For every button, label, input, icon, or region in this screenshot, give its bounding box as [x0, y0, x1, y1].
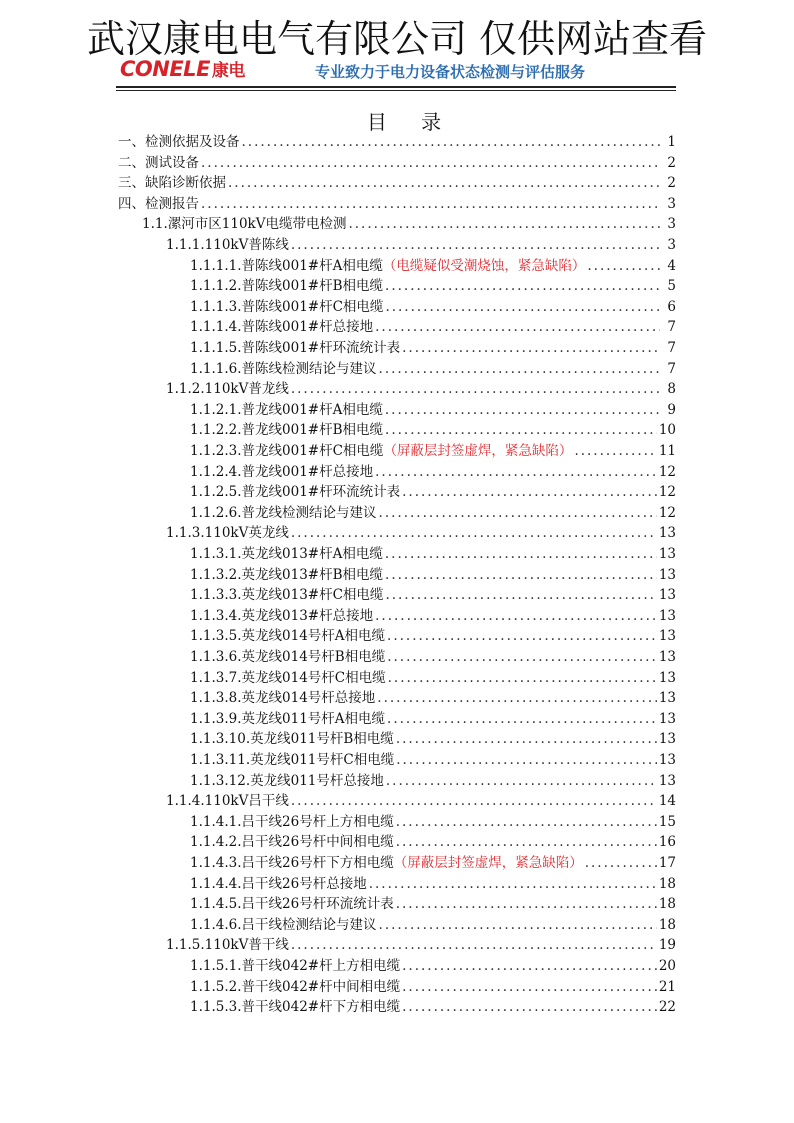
toc-entry-label: 1.1.1.4.普陈线001#杆总接地 — [190, 319, 374, 336]
toc-entry[interactable] — [190, 668, 676, 688]
toc-entry[interactable] — [190, 729, 676, 749]
toc-entry[interactable] — [190, 462, 676, 482]
toc-entry-label: 1.1.1.2.普陈线001#杆B相电缆 — [190, 278, 384, 295]
toc-leader-dots — [377, 688, 657, 708]
toc-entry-label: 1.1.漯河市区110kV电缆带电检测 — [142, 216, 347, 233]
toc-entry[interactable] — [190, 626, 676, 646]
toc-entry-page: 13 — [658, 607, 676, 624]
toc-leader-dots — [396, 812, 657, 832]
toc-leader-dots — [387, 626, 657, 646]
toc-entry-label: 1.1.2.1.普龙线001#杆A相电缆 — [190, 401, 383, 418]
toc-leader-dots — [375, 317, 660, 337]
toc-leader-dots — [385, 400, 660, 420]
toc-entry-label: 1.1.2.5.普龙线001#杆环流统计表 — [190, 484, 401, 501]
toc-entry-label: 1.1.2.3.普龙线001#杆C相电缆 — [190, 443, 384, 459]
toc-leader-dots — [396, 894, 657, 914]
toc-title: 目 录 — [366, 110, 456, 134]
toc-entry-page: 16 — [658, 834, 676, 851]
watermark-banner: 武汉康电电气有限公司 仅供网站查看 — [86, 17, 708, 61]
toc-entry-page: 11 — [658, 443, 676, 459]
toc-leader-dots — [386, 771, 657, 791]
company-slogan: 专业致力于电力设备状态检测与评估服务 — [315, 63, 586, 81]
toc-leader-dots — [396, 750, 657, 770]
toc-entry[interactable] — [166, 379, 676, 399]
toc-leader-dots — [291, 235, 660, 255]
toc-entry[interactable] — [190, 997, 676, 1017]
toc-entry[interactable] — [190, 297, 676, 317]
toc-entry[interactable] — [190, 709, 676, 729]
toc-entry[interactable] — [190, 317, 676, 337]
toc-entry-page: 13 — [658, 587, 676, 604]
toc-entry-label: 1.1.4.1.吕干线26号杆上方相电缆 — [190, 813, 394, 830]
toc-entry-page: 10 — [658, 422, 676, 439]
toc-entry-page: 13 — [658, 690, 676, 707]
toc-leader-dots — [385, 276, 660, 296]
toc-entry[interactable] — [190, 956, 676, 976]
toc-entry-label: 1.1.3.7.英龙线014号杆C相电缆 — [190, 669, 386, 686]
toc-entry[interactable] — [190, 750, 676, 770]
toc-leader-dots — [375, 606, 657, 626]
toc-entry-label: 1.1.3.3.英龙线013#杆C相电缆 — [190, 587, 384, 604]
toc-entry-page: 13 — [658, 752, 676, 768]
toc-entry-page: 2 — [667, 175, 676, 192]
toc-entry[interactable] — [190, 874, 676, 894]
logo-text: CONELE — [120, 57, 210, 81]
toc-entry-label: 1.1.1.5.普陈线001#杆环流统计表 — [190, 340, 401, 356]
toc-entry-label: 1.1.3.9.英龙线011号杆A相电缆 — [190, 710, 386, 727]
toc-leader-dots — [228, 173, 660, 193]
toc-entry-label: 1.1.3.5.英龙线014号杆A相电缆 — [190, 628, 386, 645]
toc-leader-dots — [587, 256, 660, 276]
toc-entry[interactable] — [190, 977, 676, 997]
header-rule-thick — [116, 86, 676, 88]
toc-leader-dots — [379, 503, 657, 523]
toc-entry-page: 13 — [658, 628, 676, 645]
toc-leader-dots — [385, 585, 656, 605]
toc-entry-label: 一、检测依据及设备 — [118, 134, 240, 150]
toc-entry[interactable] — [190, 647, 676, 667]
toc-entry-page: 19 — [658, 937, 676, 954]
toc-entry-page: 13 — [658, 710, 676, 727]
toc-entry-page: 18 — [658, 916, 676, 933]
toc-leader-dots — [385, 565, 657, 585]
toc-leader-dots — [402, 997, 657, 1017]
toc-entry-defect-note: （屏蔽层封签虚焊，紧急缺陷） — [383, 443, 573, 459]
toc-entry-page: 12 — [658, 504, 676, 521]
toc-entry-defect-note: （屏蔽层封签虚焊，紧急缺陷） — [393, 855, 583, 871]
toc-leader-dots — [396, 729, 657, 749]
toc-entry-page: 1 — [667, 134, 676, 150]
toc-entry-label: 四、检测报告 — [118, 195, 199, 212]
toc-entry-label: 1.1.1.3.普陈线001#杆C相电缆 — [190, 298, 384, 315]
toc-entry[interactable] — [190, 359, 676, 379]
toc-entry-page: 18 — [658, 875, 676, 892]
toc-entry-page: 13 — [658, 669, 676, 686]
toc-entry[interactable] — [190, 915, 676, 935]
toc-entry[interactable] — [190, 688, 676, 708]
toc-entry-page: 13 — [658, 525, 676, 542]
toc-entry-page: 2 — [667, 154, 676, 171]
toc-entry-label: 1.1.3.10.英龙线011号杆B相电缆 — [190, 731, 394, 748]
toc-entry-label: 1.1.2.6.普龙线检测结论与建议 — [190, 504, 377, 521]
toc-entry-defect-note: （电缆疑似受潮烧蚀，紧急缺陷） — [382, 257, 586, 274]
toc-entry[interactable] — [190, 565, 676, 585]
toc-entry[interactable] — [190, 894, 676, 914]
toc-entry-label: 1.1.5.1.普干线042#杆上方相电缆 — [190, 958, 401, 974]
toc-entry-label: 1.1.3.110kV英龙线 — [166, 525, 289, 542]
toc-entry[interactable] — [142, 214, 676, 234]
company-logo — [120, 56, 245, 81]
toc-entry-label: 1.1.4.5.吕干线26号杆环流统计表 — [190, 896, 394, 913]
toc-leader-dots — [379, 915, 657, 935]
toc-leader-dots — [402, 956, 657, 976]
toc-entry-page: 3 — [667, 195, 676, 212]
toc-leader-dots — [242, 132, 661, 152]
toc-leader-dots — [388, 668, 657, 688]
toc-entry-label: 1.1.3.8.英龙线014号杆总接地 — [190, 690, 376, 707]
toc-entry-label: 1.1.3.1.英龙线013#杆A相电缆 — [190, 546, 383, 562]
toc-entry[interactable] — [190, 338, 676, 358]
toc-leader-dots — [291, 379, 660, 399]
toc-entry-label: 1.1.4.3.吕干线26号杆下方相电缆 — [190, 855, 394, 871]
toc-entry-page: 20 — [658, 958, 676, 974]
toc-entry-label: 1.1.4.4.吕干线26号杆总接地 — [190, 875, 367, 892]
toc-leader-dots — [348, 214, 660, 234]
toc-leader-dots — [402, 482, 657, 502]
toc-leader-dots — [387, 709, 657, 729]
toc-entry-label: 1.1.3.2.英龙线013#杆B相电缆 — [190, 566, 384, 583]
toc-entry-page: 7 — [667, 340, 676, 356]
toc-entry-label: 1.1.4.110kV吕干线 — [166, 793, 289, 810]
toc-entry[interactable] — [190, 256, 676, 276]
toc-entry-label: 1.1.4.2.吕干线26号杆中间相电缆 — [190, 834, 394, 851]
toc-entry[interactable] — [118, 173, 676, 193]
toc-entry-label: 1.1.1.6.普陈线检测结论与建议 — [190, 360, 377, 377]
toc-leader-dots — [379, 359, 660, 379]
toc-entry-label: 1.1.4.6.吕干线检测结论与建议 — [190, 916, 377, 933]
toc-entry-page: 13 — [658, 772, 676, 789]
toc-entry[interactable] — [166, 235, 676, 255]
toc-leader-dots — [385, 420, 657, 440]
toc-entry[interactable] — [190, 832, 676, 852]
toc-entry[interactable] — [190, 812, 676, 832]
toc-entry-label: 1.1.5.3.普干线042#杆下方相电缆 — [190, 999, 401, 1016]
toc-entry[interactable] — [190, 503, 676, 523]
toc-entry-page: 13 — [658, 546, 676, 562]
toc-entry[interactable] — [190, 771, 676, 791]
toc-entry[interactable] — [190, 544, 676, 564]
toc-entry-page: 9 — [667, 401, 676, 418]
toc-leader-dots — [201, 153, 660, 173]
toc-entry-page: 17 — [658, 855, 676, 871]
toc-leader-dots — [585, 853, 657, 873]
toc-entry[interactable] — [190, 276, 676, 296]
header-rule-thin — [116, 90, 676, 91]
toc-entry[interactable] — [118, 153, 676, 173]
toc-leader-dots — [402, 977, 657, 997]
toc-entry-label: 1.1.3.6.英龙线014号杆B相电缆 — [190, 649, 386, 665]
toc-entry-page: 12 — [658, 484, 676, 501]
toc-entry-page: 18 — [658, 896, 676, 913]
toc-entry-page: 5 — [667, 278, 676, 295]
toc-entry-page: 6 — [667, 298, 676, 315]
toc-entry[interactable] — [190, 853, 676, 873]
toc-entry-page: 4 — [667, 257, 676, 274]
toc-entry[interactable] — [166, 791, 676, 811]
toc-entry-label: 1.1.2.4.普龙线001#杆总接地 — [190, 463, 374, 480]
toc-leader-dots — [291, 935, 657, 955]
toc-entry[interactable] — [118, 132, 676, 152]
toc-entry-label: 1.1.2.2.普龙线001#杆B相电缆 — [190, 422, 384, 439]
toc-entry-label: 1.1.3.11.英龙线011号杆C相电缆 — [190, 752, 395, 768]
toc-entry-page: 22 — [658, 999, 676, 1016]
toc-entry[interactable] — [190, 441, 676, 461]
toc-entry-page: 13 — [658, 566, 676, 583]
letterhead — [120, 56, 680, 86]
toc-entry[interactable] — [166, 935, 676, 955]
toc-entry[interactable] — [190, 420, 676, 440]
toc-entry-page: 8 — [667, 381, 676, 398]
toc-entry-page: 13 — [658, 731, 676, 748]
toc-leader-dots — [291, 791, 657, 811]
toc-leader-dots — [369, 874, 657, 894]
toc-entry[interactable] — [190, 585, 676, 605]
toc-entry-label: 二、测试设备 — [118, 154, 199, 171]
toc-entry[interactable] — [166, 523, 676, 543]
toc-entry-page: 14 — [658, 793, 676, 810]
toc-entry-page: 21 — [658, 978, 676, 995]
toc-leader-dots — [396, 832, 657, 852]
toc-entry-label: 1.1.3.12.英龙线011号杆总接地 — [190, 772, 384, 789]
toc-entry-page: 13 — [658, 649, 676, 665]
toc-leader-dots — [574, 441, 656, 461]
toc-entry[interactable] — [190, 400, 676, 420]
toc-entry-page: 12 — [658, 463, 676, 480]
toc-entry-label: 1.1.5.2.普干线042#杆中间相电缆 — [190, 978, 401, 995]
toc-leader-dots — [291, 523, 657, 543]
toc-entry-label: 三、缺陷诊断依据 — [118, 175, 226, 192]
toc-entry-label: 1.1.2.110kV普龙线 — [166, 381, 289, 398]
toc-entry-page: 3 — [667, 216, 676, 233]
toc-entry-page: 3 — [667, 237, 676, 253]
toc-entry-page: 15 — [658, 813, 676, 830]
toc-entry[interactable] — [118, 194, 676, 214]
toc-leader-dots — [201, 194, 660, 214]
toc-entry[interactable] — [190, 482, 676, 502]
toc-entry[interactable] — [190, 606, 676, 626]
toc-entry-page: 7 — [667, 319, 676, 336]
logo-cn-text: 康电 — [211, 61, 245, 81]
toc-leader-dots — [375, 462, 657, 482]
toc-entry-page: 7 — [667, 360, 676, 377]
toc-entry-label: 1.1.1.1.普陈线001#杆A相电缆 — [190, 257, 383, 274]
toc-leader-dots — [387, 647, 657, 667]
toc-leader-dots — [385, 297, 660, 317]
toc-leader-dots — [402, 338, 660, 358]
toc-leader-dots — [385, 544, 657, 564]
toc-entry-label: 1.1.3.4.英龙线013#杆总接地 — [190, 607, 374, 624]
toc-entry-label: 1.1.1.110kV普陈线 — [166, 237, 289, 253]
toc-entry-label: 1.1.5.110kV普干线 — [166, 937, 289, 954]
